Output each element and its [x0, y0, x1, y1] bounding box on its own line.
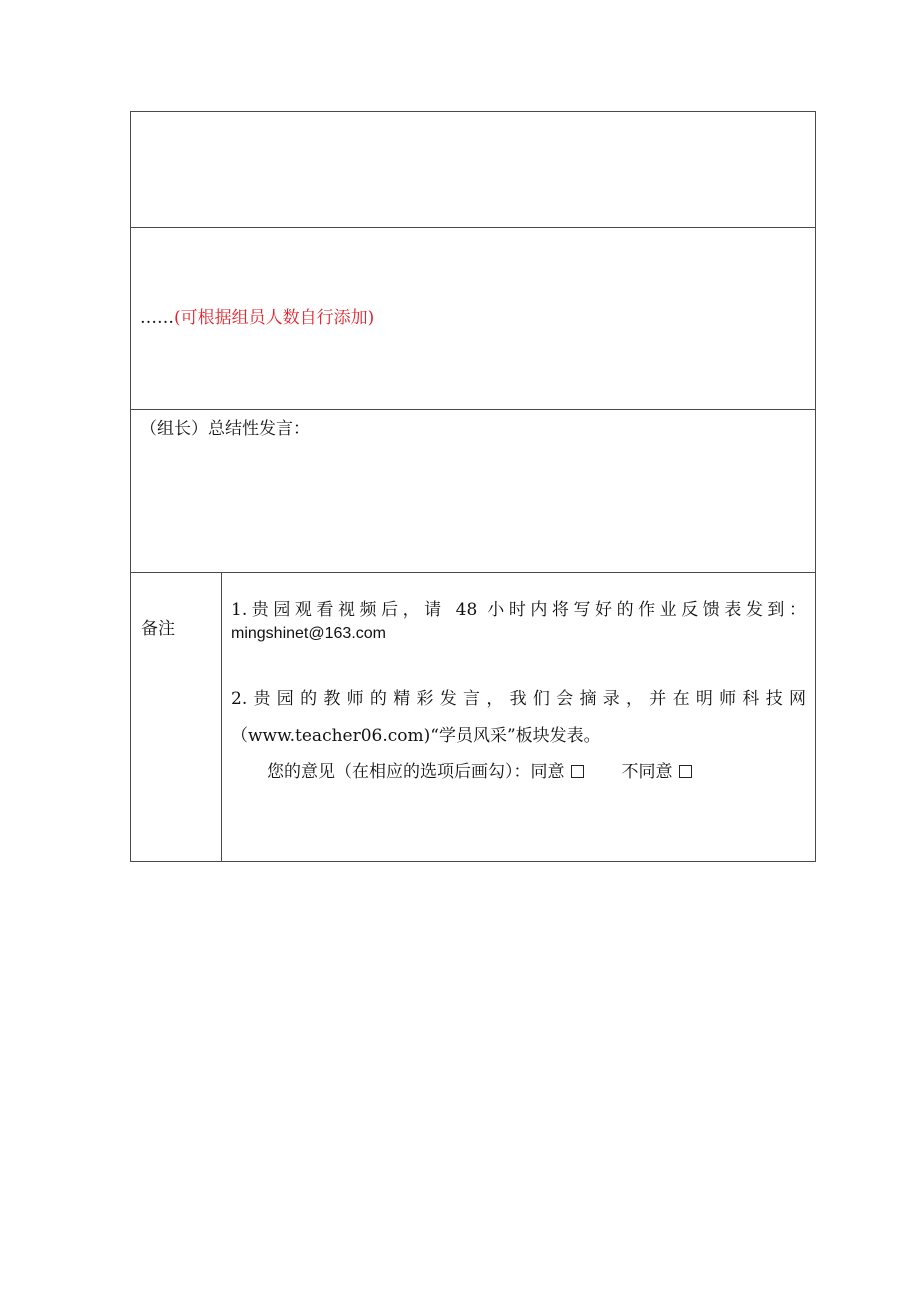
disagree-label: 不同意 [621, 762, 673, 782]
leader-summary-label: （组长）总结性发言： [140, 419, 310, 439]
remark-email-link[interactable]: mingshinet@163.com [231, 625, 386, 642]
add-members-hint-text: (可根据组员人数自行添加) [174, 308, 375, 328]
opinion-row [267, 761, 692, 783]
remarks-label: 备注 [141, 619, 175, 639]
agree-checkbox[interactable] [571, 765, 584, 778]
remarks-label-cell [131, 573, 222, 861]
table-row-members [131, 228, 815, 410]
ellipsis-text: …… [140, 308, 174, 328]
remark-item-2-text: 2.贵园的教师的精彩发言，我们会摘录，并在明师科技网 [231, 689, 806, 709]
table-row-leader-summary [131, 410, 815, 573]
feedback-form-table [130, 111, 816, 862]
opinion-prompt: 您的意见（在相应的选项后画勾）： [267, 762, 531, 782]
agree-label: 同意 [530, 762, 565, 782]
remark-item-1-text: 1.贵园观看视频后，请 48 小时内将写好的作业反馈表发到： [231, 600, 806, 620]
table-row-blank [131, 112, 815, 228]
add-members-hint [140, 307, 374, 329]
table-row-remarks [131, 573, 815, 861]
remarks-content-cell [222, 573, 815, 861]
disagree-checkbox[interactable] [679, 765, 692, 778]
remark-item-2-continued: （www.teacher06.com)“学员风采”板块发表。 [231, 726, 601, 746]
